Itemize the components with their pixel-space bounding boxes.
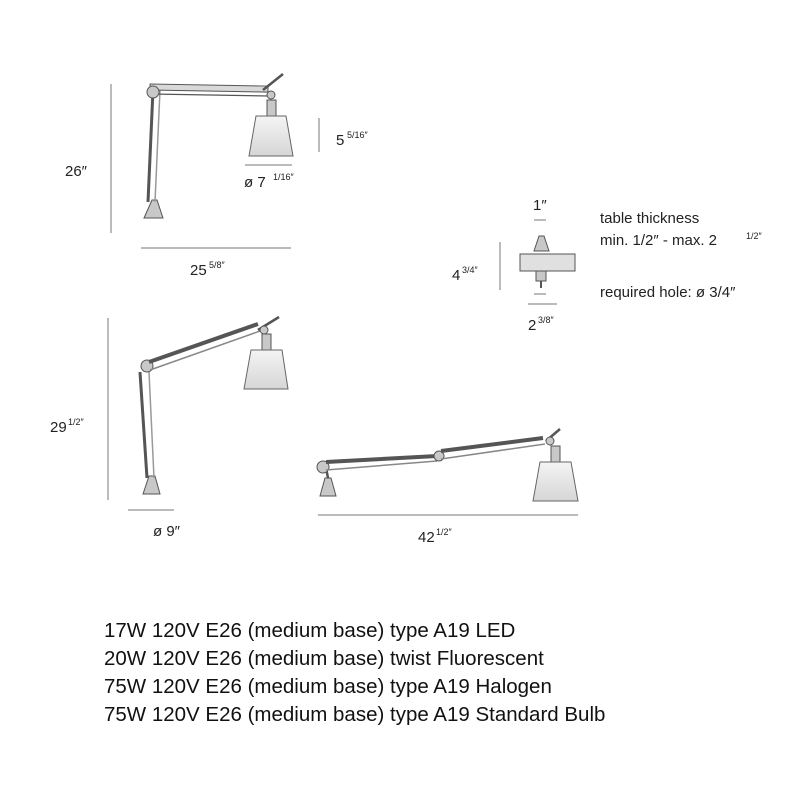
table-section	[520, 254, 575, 271]
clamp-pin	[534, 236, 549, 251]
lamp2-height-fraction: 1/2″	[68, 417, 84, 427]
lamp-view-1	[65, 74, 369, 279]
lamp1-shade-diameter-label: ø 7	[244, 174, 266, 191]
lamp1-shade-height-fraction: 5/16″	[347, 130, 368, 140]
clamp-top-label: 1″	[533, 197, 547, 214]
lamp2-base	[143, 476, 160, 494]
clamp-height-label: 4	[452, 267, 461, 284]
lamp2-figure	[140, 317, 288, 494]
lamp-view-3	[317, 429, 578, 546]
bulb-spec-list	[104, 617, 764, 729]
lamp2-height-label: 29	[50, 419, 67, 436]
lamp3-shade	[533, 462, 578, 501]
lamp1-height-label: 26″	[65, 163, 87, 180]
lamp1-base	[144, 200, 163, 218]
lamp1-width-fraction: 5/8″	[209, 260, 225, 270]
lamp1-width-label: 25	[190, 262, 207, 279]
clamp-width-fraction: 3/8″	[538, 315, 554, 325]
table-thickness-range: min. 1/2″ - max. 2	[600, 232, 718, 249]
bulb-spec-line: 75W 120V E26 (medium base) type A19 Standard Bulb	[104, 703, 606, 726]
lamp1-figure	[144, 74, 293, 218]
bulb-spec-line: 17W 120V E26 (medium base) type A19 LED	[104, 619, 516, 642]
table-thickness-label: table thickness	[600, 210, 700, 227]
table-thickness-range-fraction: 1/2″	[746, 231, 762, 241]
lamp3-figure	[317, 429, 578, 501]
clamp-height-fraction: 3/4″	[462, 265, 478, 275]
bulb-spec-line: 75W 120V E26 (medium base) type A19 Halogen	[104, 675, 552, 698]
lamp1-shade	[249, 116, 293, 156]
clamp-width-label: 2	[528, 317, 537, 334]
lamp-view-2	[50, 317, 288, 540]
lamp1-shade-diameter-fraction: 1/16″	[273, 172, 294, 182]
clamp-detail	[452, 197, 763, 334]
lamp1-shade-height-label: 5	[336, 132, 345, 149]
lamp3-base	[320, 478, 336, 496]
required-hole-label: required hole: ø 3/4″	[600, 284, 736, 301]
bulb-spec-line: 20W 120V E26 (medium base) twist Fluorescent	[104, 647, 544, 670]
lamp3-reach-label: 42	[418, 529, 435, 546]
lamp2-shade	[244, 350, 288, 389]
lamp2-base-label: ø 9″	[153, 523, 180, 540]
lamp3-reach-fraction: 1/2″	[436, 527, 452, 537]
